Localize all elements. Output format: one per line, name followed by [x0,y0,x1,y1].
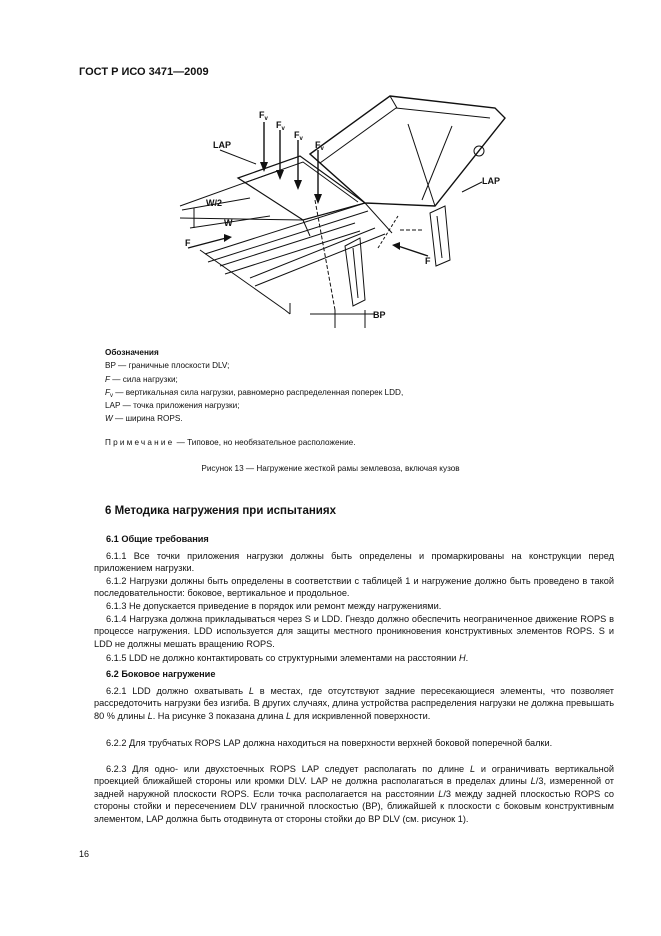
legend-fv: $F_v$ — вертикальная сила нагрузки, равномерно распределенная поперек LDD, [105,387,404,399]
document-header: ГОСТ Р ИСО 3471—2009 [79,66,209,78]
paragraph-6-2-2: 6.2.2 Для трубчатых ROPS LAP должна находиться на поверхности верхней боковой поперечной балки. [106,738,553,748]
label-fv-4: $F_v$ [315,140,324,152]
figure-caption: Рисунок 13 — Нагружение жесткой рамы землевоза, включая кузов [201,464,460,473]
dump-truck-frame-figure [160,88,520,333]
label-lap-right: LAP [482,176,500,186]
page-number: 16 [79,849,90,859]
label-lap-left: LAP [213,140,231,150]
section-6-title: 6 Методика нагружения при испытаниях [105,505,336,517]
label-f-left: F [185,238,191,248]
paragraph-6-1-2: 6.1.2 Нагрузки должны быть определены в соответствии с таблицей 1 и нагружение должно быть проведено в такой последовательности: боковое, вертикальное и продольное. [94,576,614,599]
paragraph-6-2-1: 6.2.1 LDD должно охватывать L в местах, где отсутствуют задние пересекающиеся элементы, что позволяет рассредоточить нагрузки без изгиба. В других случаях, длина устройства распределения нагрузки не должна превышать 80 % длины L. На рисунке 3 показана длина L для искривленной поверхности. [94,686,614,721]
figure-note: Примечание — Типовое, но необязательное расположение. [105,438,356,447]
paragraph-6-1-3: 6.1.3 Не допускается приведение в порядок или ремонт между нагружениями. [106,601,442,611]
label-w: W [224,218,233,228]
legend-bp: BP — граничные плоскости DLV; [105,361,230,371]
legend-f: F — сила нагрузки; [105,374,178,384]
paragraph-6-1-1: 6.1.1 Все точки приложения нагрузки должны быть определены и промаркированы на конструкции перед приложением нагрузки. [94,551,614,574]
figure-legend [105,346,403,426]
label-f-right: F [425,256,431,266]
subsection-6-2-title: 6.2 Боковое нагружение [106,669,216,679]
label-fv-2: $F_v$ [276,120,285,132]
paragraph-6-1-5: 6.1.5 LDD не должно контактировать со структурными элементами на расстоянии H. [106,653,469,663]
paragraph-6-2-3: 6.2.3 Для одно- или двухстоечных ROPS LAP следует располагать по длине L и ограничивать вертикальной проекцией ближайшей стороны или кромки DLV. LAP не должна располагаться в пределах длины L/3, измеренной от задней наружной плоскости ROPS. Если точка располагается на расстоянии L/3 между задней плоскостью ROPS со стороны стойки и пересечением DLV граничной плоскостью (BP), ближайшей к плоскости с боковым конструктивным элементом, LAP должна быть отодвинута от стороны стойки до BP DLV (см. рисунок 1). [94,764,615,824]
label-fv-3: $F_v$ [294,130,303,142]
label-bp: BP [373,310,386,320]
label-fv-1: $F_v$ [259,110,268,122]
label-w2: W/2 [206,198,223,208]
paragraph-6-1-4: 6.1.4 Нагрузка должна прикладываться через S и LDD. Гнездо должно обеспечить неограниченное движение ROPS в процессе нагружения. LDD используется для защиты местного проникновения конструктивных элементов ROPS. S и LDD не должны мешать вращению ROPS. [94,614,614,649]
subsection-6-1-title: 6.1 Общие требования [106,534,209,544]
legend-w: W — ширина ROPS. [105,414,183,424]
legend-title: Обозначения [105,348,159,357]
legend-lap: LAP — точка приложения нагрузки; [105,401,240,411]
